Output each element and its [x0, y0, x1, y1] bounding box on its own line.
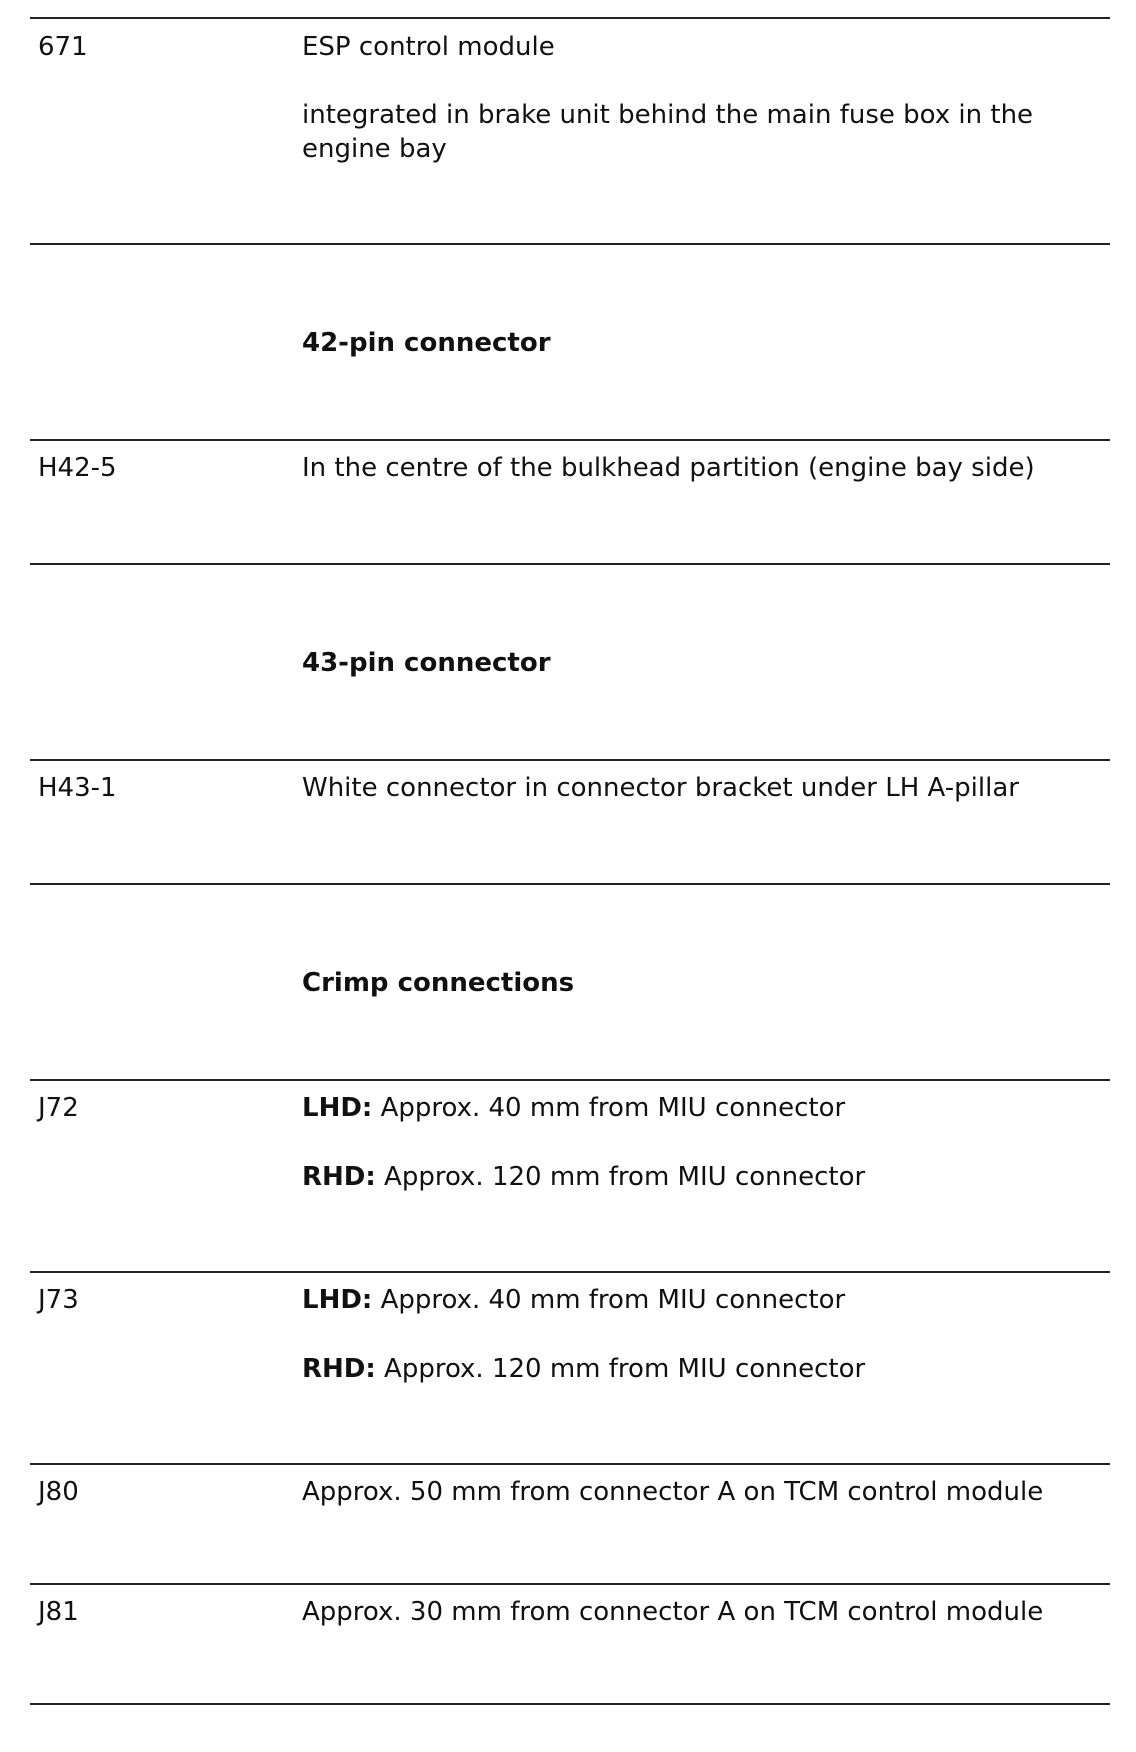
rhd-label: RHD:: [302, 1354, 376, 1384]
divider: [30, 243, 1110, 245]
row-code-j72: J72: [38, 1093, 79, 1123]
divider: [30, 883, 1110, 885]
divider: [30, 563, 1110, 565]
divider: [30, 1271, 1110, 1273]
divider: [30, 759, 1110, 761]
lhd-text: Approx. 40 mm from MIU connector: [372, 1285, 846, 1315]
row-desc-h42-5: In the centre of the bulkhead partition (engine bay side): [302, 453, 1035, 483]
rhd-label: RHD:: [302, 1162, 376, 1192]
divider: [30, 1583, 1110, 1585]
divider: [30, 1463, 1110, 1465]
row-lhd-j72: [302, 1091, 845, 1125]
lhd-label: LHD:: [302, 1285, 373, 1315]
row-rhd-j73: [302, 1352, 865, 1386]
row-lhd-j73: [302, 1283, 845, 1317]
divider: [30, 1079, 1110, 1081]
rhd-text: Approx. 120 mm from MIU connector: [375, 1162, 866, 1192]
row-detail-671: integrated in brake unit behind the main fuse box in the engine bay: [302, 100, 1034, 164]
row-desc-j81: Approx. 30 mm from connector A on TCM control module: [302, 1597, 1044, 1627]
row-code-j81: J81: [38, 1597, 79, 1627]
row-code-h43-1: H43-1: [38, 773, 117, 803]
divider: [30, 439, 1110, 441]
lhd-text: Approx. 40 mm from MIU connector: [372, 1093, 846, 1123]
row-code-j73: J73: [38, 1285, 79, 1315]
row-code-h42-5: H42-5: [38, 453, 117, 483]
divider: [30, 17, 1110, 19]
row-desc-j80: Approx. 50 mm from connector A on TCM control module: [302, 1477, 1044, 1507]
section-heading-crimp: Crimp connections: [302, 968, 575, 998]
divider: [30, 1703, 1110, 1705]
row-code-j80: J80: [38, 1477, 79, 1507]
row-title-671: ESP control module: [302, 32, 555, 62]
rhd-text: Approx. 120 mm from MIU connector: [375, 1354, 866, 1384]
row-desc-h43-1: White connector in connector bracket under LH A-pillar: [302, 773, 1019, 803]
section-heading-43-pin: 43-pin connector: [302, 648, 551, 678]
row-rhd-j72: [302, 1160, 865, 1194]
lhd-label: LHD:: [302, 1093, 373, 1123]
row-code-671: 671: [38, 32, 88, 62]
section-heading-42-pin: 42-pin connector: [302, 328, 551, 358]
